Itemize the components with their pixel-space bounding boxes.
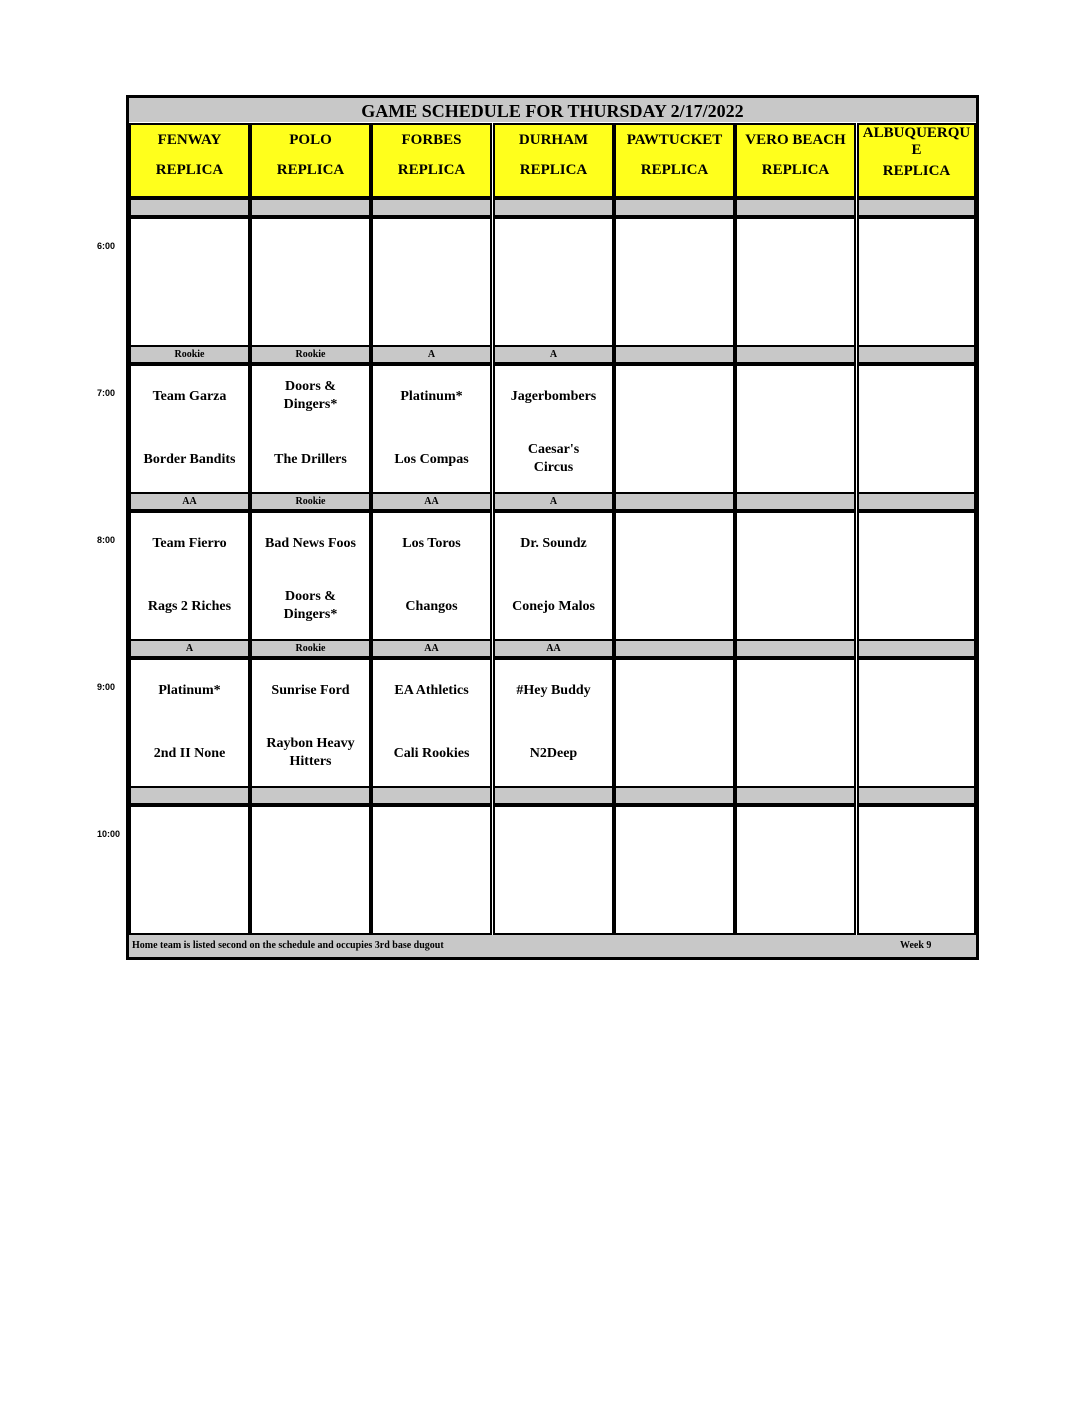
away-team: Jagerbombers	[510, 389, 597, 404]
level-label	[129, 198, 250, 217]
field-subtitle: REPLICA	[640, 162, 709, 178]
home-team: 2nd II None	[153, 746, 226, 761]
time-label: 10:00	[97, 829, 121, 839]
game-cell	[371, 658, 492, 788]
game-cell	[129, 511, 250, 641]
level-label: A	[493, 345, 614, 364]
week-label: Week 9	[900, 940, 932, 951]
home-team: The Drillers	[274, 452, 347, 467]
time-label: 6:00	[97, 241, 116, 251]
game-cell	[129, 805, 250, 935]
level-label: AA	[129, 492, 250, 511]
field-subtitle: REPLICA	[519, 162, 588, 178]
game-cell	[735, 364, 856, 494]
game-cell	[371, 511, 492, 641]
level-label	[857, 786, 976, 805]
field-header	[614, 123, 735, 198]
home-team: Conejo Malos	[512, 599, 595, 614]
game-cell	[250, 364, 371, 494]
field-name: POLO	[289, 132, 332, 148]
game-cell	[129, 217, 250, 347]
field-subtitle: REPLICA	[276, 162, 345, 178]
away-team: Doors & Dingers*	[283, 379, 338, 412]
game-cell	[614, 364, 735, 494]
game-cell	[857, 511, 976, 641]
home-team: Caesar's Circus	[527, 442, 580, 475]
field-subtitle: REPLICA	[882, 163, 951, 179]
level-label	[614, 786, 735, 805]
level-label: A	[129, 639, 250, 658]
level-label: AA	[493, 639, 614, 658]
time-label: 7:00	[97, 388, 116, 398]
game-cell	[493, 805, 614, 935]
game-cell	[614, 658, 735, 788]
away-team: Team Garza	[152, 389, 227, 404]
level-label	[735, 639, 856, 658]
level-label	[614, 492, 735, 511]
schedule-footer	[129, 935, 976, 957]
field-name: DURHAM	[518, 132, 589, 148]
home-team: Raybon Heavy Hitters	[266, 736, 355, 769]
game-cell	[129, 658, 250, 788]
level-label	[614, 639, 735, 658]
game-cell	[371, 217, 492, 347]
game-cell	[129, 364, 250, 494]
game-cell	[614, 805, 735, 935]
field-header	[857, 123, 976, 198]
away-team: Bad News Foos	[264, 536, 356, 551]
away-team: Dr. Soundz	[520, 536, 587, 551]
away-team: Los Toros	[402, 536, 461, 551]
level-label	[614, 345, 735, 364]
level-label	[614, 198, 735, 217]
field-header	[493, 123, 614, 198]
level-label	[371, 786, 492, 805]
field-subtitle: REPLICA	[397, 162, 466, 178]
level-label: Rookie	[250, 345, 371, 364]
home-team: Rags 2 Riches	[147, 599, 232, 614]
level-label	[493, 786, 614, 805]
level-label: AA	[371, 492, 492, 511]
game-cell	[857, 658, 976, 788]
level-label: A	[371, 345, 492, 364]
game-cell	[857, 364, 976, 494]
home-team: Border Bandits	[143, 452, 236, 467]
field-subtitle: REPLICA	[761, 162, 830, 178]
field-header	[371, 123, 492, 198]
schedule-table	[126, 95, 979, 960]
game-cell	[493, 217, 614, 347]
game-cell	[250, 217, 371, 347]
level-label	[857, 198, 976, 217]
field-name: FENWAY	[157, 132, 222, 148]
home-team: Changos	[405, 599, 458, 614]
game-cell	[371, 805, 492, 935]
time-label: 8:00	[97, 535, 116, 545]
game-cell	[735, 658, 856, 788]
level-label	[129, 786, 250, 805]
level-label	[371, 198, 492, 217]
game-cell	[614, 217, 735, 347]
field-name: FORBES	[401, 132, 462, 148]
game-cell	[614, 511, 735, 641]
level-label	[250, 786, 371, 805]
level-label	[735, 786, 856, 805]
away-team: Team Fierro	[152, 536, 227, 551]
level-label: AA	[371, 639, 492, 658]
level-label	[250, 198, 371, 217]
home-team: Los Compas	[394, 452, 469, 467]
game-cell	[250, 658, 371, 788]
game-cell	[857, 217, 976, 347]
away-team: #Hey Buddy	[516, 683, 591, 698]
field-header	[250, 123, 371, 198]
level-label	[735, 492, 856, 511]
level-label	[857, 639, 976, 658]
away-team: Platinum*	[400, 389, 463, 404]
field-subtitle: REPLICA	[155, 162, 224, 178]
away-team: Platinum*	[158, 683, 221, 698]
field-header	[735, 123, 856, 198]
home-team: Cali Rookies	[393, 746, 470, 761]
home-team: Doors & Dingers*	[283, 589, 338, 622]
away-team: EA Athletics	[394, 683, 469, 698]
level-label	[735, 198, 856, 217]
away-team: Sunrise Ford	[271, 683, 350, 698]
game-cell	[735, 511, 856, 641]
field-name: PAWTUCKET	[626, 132, 723, 148]
game-cell	[857, 805, 976, 935]
level-label: A	[493, 492, 614, 511]
field-name: ALBUQUERQU E	[862, 125, 971, 158]
game-cell	[493, 511, 614, 641]
game-cell	[250, 805, 371, 935]
level-label: Rookie	[250, 639, 371, 658]
level-label	[857, 345, 976, 364]
game-cell	[371, 364, 492, 494]
game-cell	[493, 364, 614, 494]
game-cell	[735, 805, 856, 935]
game-cell	[250, 511, 371, 641]
game-cell	[493, 658, 614, 788]
footer-note: Home team is listed second on the schedule and occupies 3rd base dugout	[132, 940, 444, 951]
level-label	[735, 345, 856, 364]
schedule-title: GAME SCHEDULE FOR THURSDAY 2/17/2022	[129, 98, 976, 122]
game-cell	[735, 217, 856, 347]
level-label	[493, 198, 614, 217]
level-label: Rookie	[250, 492, 371, 511]
home-team: N2Deep	[529, 746, 578, 761]
field-header	[129, 123, 250, 198]
field-name: VERO BEACH	[745, 132, 846, 148]
level-label	[857, 492, 976, 511]
time-label: 9:00	[97, 682, 116, 692]
level-label: Rookie	[129, 345, 250, 364]
